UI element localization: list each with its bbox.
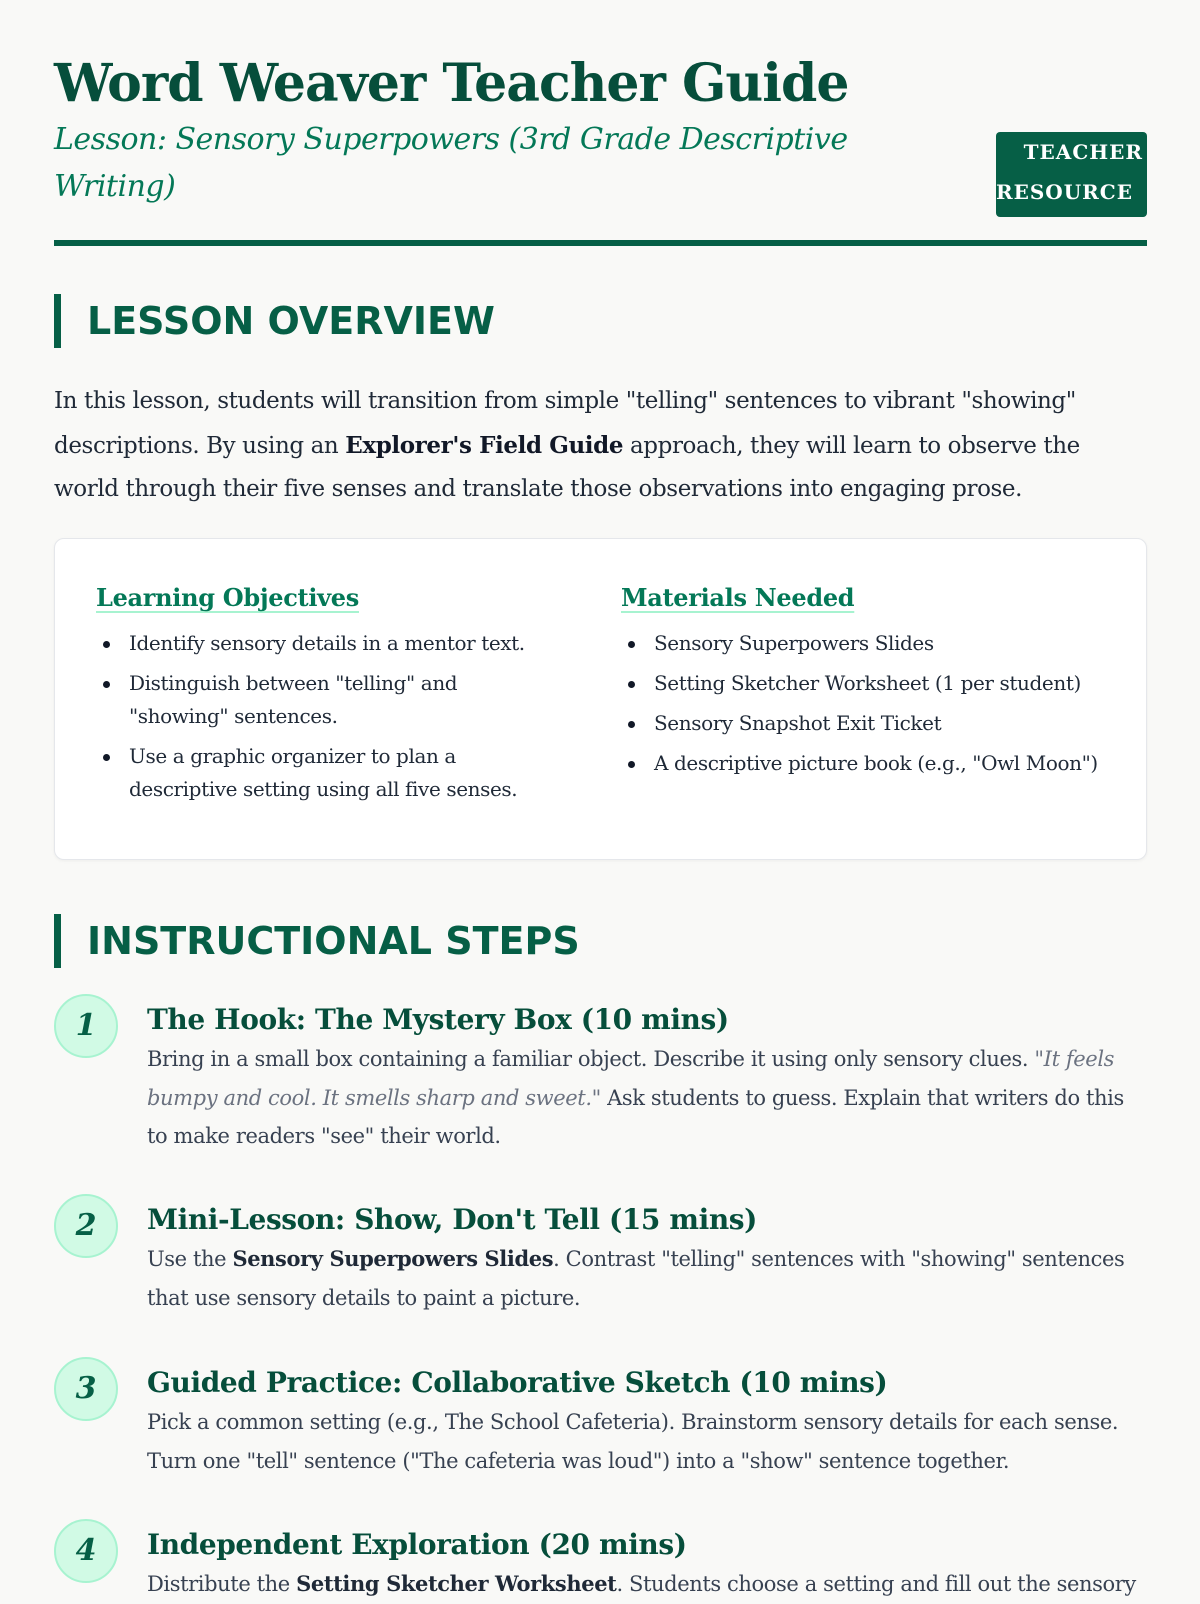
header-divider xyxy=(54,240,1147,246)
step-desc-end: Ask students to guess. Explain that writers do this to make readers "see" their world. xyxy=(147,1085,1124,1148)
objectives-materials-card xyxy=(54,538,1147,860)
lesson-overview-heading: LESSON OVERVIEW xyxy=(54,294,1147,348)
list-item: Sensory Snapshot Exit Ticket xyxy=(621,707,1111,740)
step-number: 3 xyxy=(54,1357,118,1421)
overview-text-end: approach, they will learn to observe the world through their five senses and translate those observations into engaging prose. xyxy=(54,432,1080,502)
objectives-title: Learning Objectives xyxy=(96,583,359,612)
teacher-resource-badge xyxy=(996,132,1147,217)
list-item: Sensory Superpowers Slides xyxy=(621,627,1111,660)
step-desc-quote: "It feels bumpy and cool. It smells sharp and sweet." xyxy=(147,1047,1115,1110)
step-desc-end: . Contrast "telling" sentences with "showing" sentences that use sensory details to paint a picture. xyxy=(147,1247,1125,1310)
lesson-subtitle: Lesson: Sensory Superpowers (3rd Grade Descriptive Writing) xyxy=(54,122,848,204)
step-number: 4 xyxy=(54,1519,118,1583)
overview-text-bold: Explorer's Field Guide xyxy=(345,431,624,459)
step-desc-start: Use the xyxy=(147,1247,233,1271)
instructional-steps-heading: INSTRUCTIONAL STEPS xyxy=(54,914,1147,968)
materials-column xyxy=(621,581,1111,787)
step-body xyxy=(147,1365,1147,1480)
badge-line-2: RESOURCE xyxy=(996,180,1133,204)
step-description: Pick a common setting (e.g., The School Cafeteria). Brainstorm sensory details for each sense. Turn one "tell" sentence ("The cafeteria was loud") into a "show" sentence together. xyxy=(147,1410,1119,1473)
step-description xyxy=(147,1565,1147,1604)
materials-title: Materials Needed xyxy=(621,583,855,612)
step-description xyxy=(147,1240,1147,1317)
step-desc-start: Distribute the xyxy=(147,1572,297,1596)
page-title: Word Weaver Teacher Guide xyxy=(54,53,849,114)
step-desc-bold: Sensory Superpowers Slides xyxy=(232,1246,554,1271)
badge-line-1: TEACHER xyxy=(1023,140,1143,164)
header xyxy=(54,40,1147,210)
objectives-list xyxy=(96,627,556,806)
step-title: Independent Exploration (20 mins) xyxy=(147,1528,687,1561)
list-item: Use a graphic organizer to plan a descriptive setting using all five senses. xyxy=(96,740,556,806)
list-item: Identify sensory details in a mentor text. xyxy=(96,627,556,660)
step-body xyxy=(147,1202,1147,1317)
step-title: The Hook: The Mystery Box (10 mins) xyxy=(147,1003,729,1036)
materials-list xyxy=(621,627,1111,780)
step-desc-start: Bring in a small box containing a familiar object. Describe it using only sensory clues. xyxy=(147,1047,1035,1071)
list-item: Setting Sketcher Worksheet (1 per student) xyxy=(621,667,1111,700)
list-item: A descriptive picture book (e.g., "Owl Moon") xyxy=(621,747,1111,780)
step-desc-end: . Students choose a setting and fill out the sensory xyxy=(616,1572,1136,1596)
step-body xyxy=(147,1527,1147,1604)
step-desc-bold: Setting Sketcher Worksheet xyxy=(296,1571,617,1596)
step-description xyxy=(147,1040,1147,1156)
overview-paragraph xyxy=(54,380,1147,512)
step-title: Guided Practice: Collaborative Sketch (10 mins) xyxy=(147,1366,888,1399)
step-body xyxy=(147,1002,1147,1156)
step-number: 2 xyxy=(54,1194,118,1258)
list-item: Distinguish between "telling" and "showing" sentences. xyxy=(96,667,556,733)
step-title: Mini-Lesson: Show, Don't Tell (15 mins) xyxy=(147,1203,757,1236)
overview-text-start: In this lesson, students will transition from simple "telling" sentences to vibrant "showing" descriptions. By using an xyxy=(54,388,1076,459)
step-number: 1 xyxy=(54,994,118,1058)
objectives-column xyxy=(96,581,556,813)
